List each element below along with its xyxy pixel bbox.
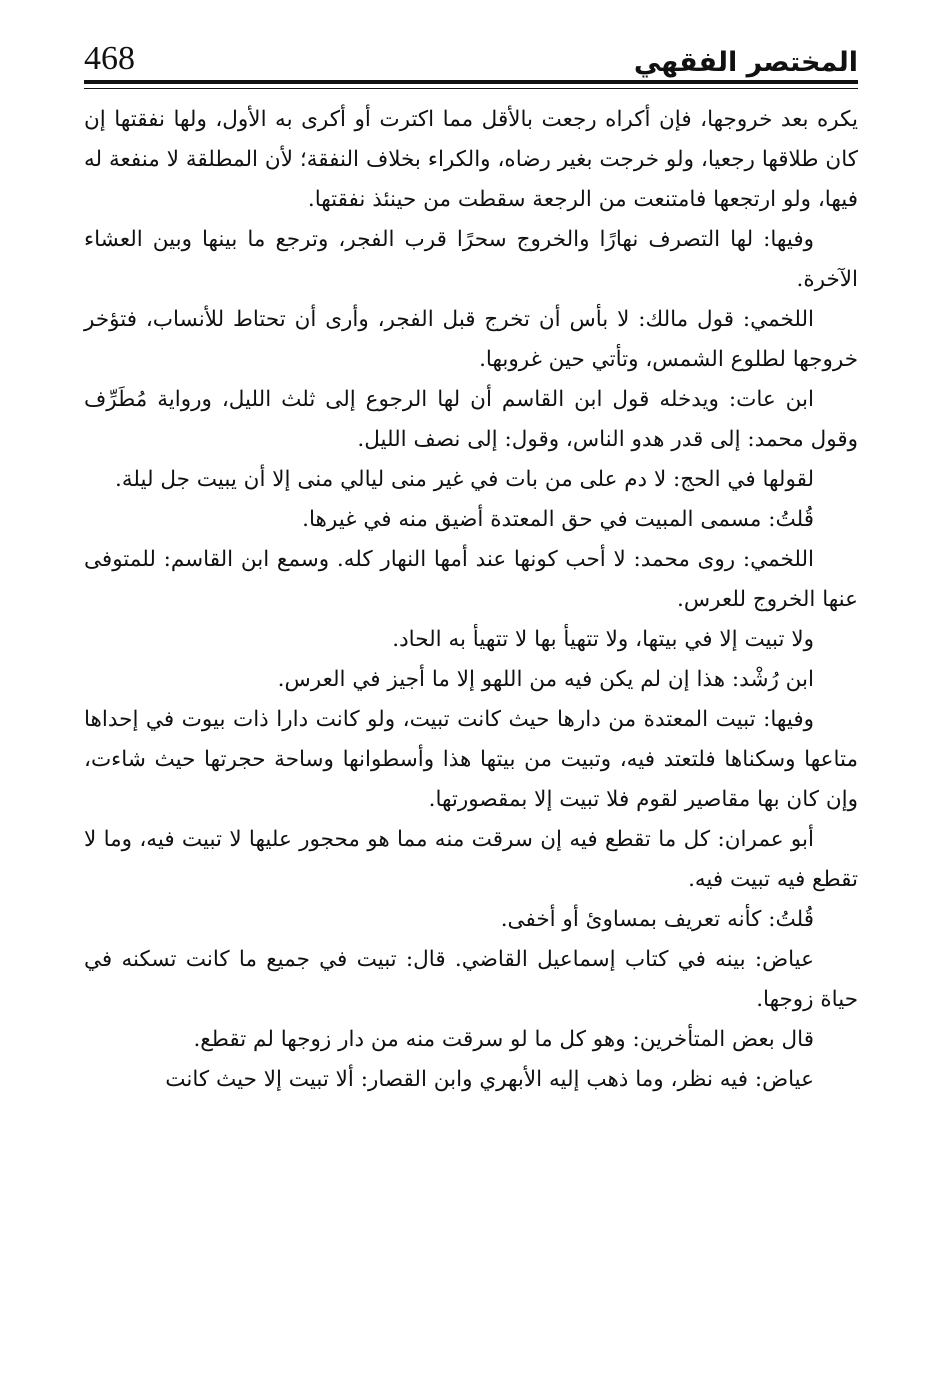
- book-title: المختصر الفقهي: [633, 47, 858, 78]
- page-body: [84, 100, 858, 1100]
- page-number: 468: [84, 40, 135, 77]
- paragraph: قال بعض المتأخرين: وهو كل ما لو سرقت منه من دار زوجها لم تقطع.: [193, 1027, 814, 1052]
- paragraph: لقولها في الحج: لا دم على من بات في غير منى ليالي منى إلا أن يبيت جل ليلة.: [115, 467, 814, 492]
- paragraph: ابن عات: ويدخله قول ابن القاسم أن لها الرجوع إلى ثلث الليل، ورواية مُطَرِّف وقول محمد: إلى قدر هدو الناس، وقول: إلى نصف الليل.: [84, 387, 858, 452]
- paragraph: قُلتُ: مسمى المبيت في حق المعتدة أضيق منه في غيرها.: [302, 507, 814, 532]
- paragraph: اللخمي: قول مالك: لا بأس أن تخرج قبل الفجر، وأرى أن تحتاط للأنساب، فتؤخر خروجها لطلوع الشمس، وتأتي حين غروبها.: [84, 307, 858, 372]
- header-rule-thick: [84, 80, 858, 84]
- paragraph: قُلتُ: كأنه تعريف بمساوئ أو أخفى.: [500, 907, 814, 932]
- paragraph: أبو عمران: كل ما تقطع فيه إن سرقت منه مما هو محجور عليها لا تبيت فيه، وما لا تقطع فيه تبيت فيه.: [84, 827, 858, 892]
- paragraph: وفيها: لها التصرف نهارًا والخروج سحرًا قرب الفجر، وترجع ما بينها وبين العشاء الآخرة.: [84, 227, 858, 292]
- header-rule-thin: [84, 88, 858, 89]
- paragraph: عياض: بينه في كتاب إسماعيل القاضي. قال: تبيت في جميع ما كانت تسكنه في حياة زوجها.: [84, 947, 858, 1012]
- paragraph: ابن رُشْد: هذا إن لم يكن فيه من اللهو إلا ما أجيز في العرس.: [277, 667, 814, 692]
- paragraph: وفيها: تبيت المعتدة من دارها حيث كانت تبيت، ولو كانت دارا ذات بيوت في إحداها متاعها وسكناها فلتعتد فيه، وتبيت من بيتها هذا وأسطوانها وساحة حجرتها حيث شاءت، وإن كان بها مقاصير لقوم فلا تبيت إلا بمقصورتها.: [84, 707, 858, 812]
- paragraph: عياض: فيه نظر، وما ذهب إليه الأبهري وابن القصار: ألا تبيت إلا حيث كانت: [165, 1067, 814, 1092]
- paragraph: يكره بعد خروجها، فإن أكراه رجعت بالأقل مما اكترت أو أكرى به الأول، ولها نفقتها إن كان طلاقها رجعيا، ولو خرجت بغير رضاه، والكراء بخلاف النفقة؛ لأن المطلقة لا منفعة له فيها، ولو ارتجعها فامتنعت من الرجعة سقطت من حينئذ نفقتها.: [84, 107, 858, 212]
- page-header: [84, 26, 858, 76]
- paragraph: اللخمي: روى محمد: لا أحب كونها عند أمها النهار كله. وسمع ابن القاسم: للمتوفى عنها الخروج للعرس.: [84, 547, 858, 612]
- paragraph: ولا تبيت إلا في بيتها، ولا تتهيأ بها لا تتهيأ به الحاد.: [392, 627, 814, 652]
